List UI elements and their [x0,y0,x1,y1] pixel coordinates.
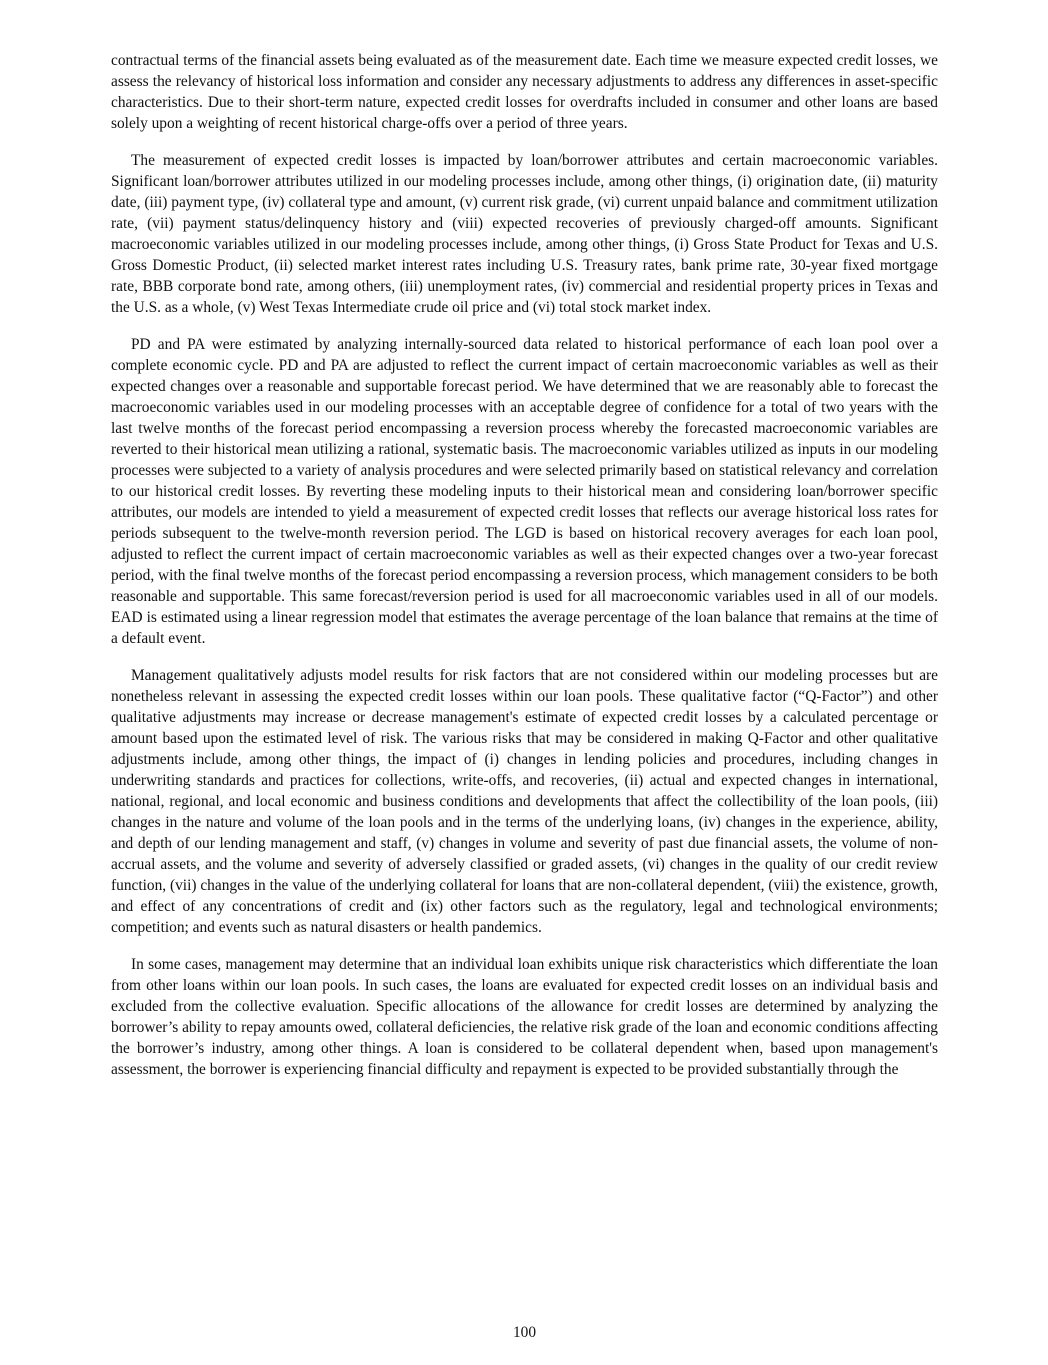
paragraph-measurement-attributes: The measurement of expected credit losses is impacted by loan/borrower attributes and certain macroeconomic variables. Significant loan/borrower attributes utilized in our modeling processes include, among other things, (i) origination date, (ii) maturity date, (iii) payment type, (iv) collateral type and amount, (v) current risk grade, (vi) current unpaid balance and commitment utilization rate, (vii) payment status/delinquency history and (viii) expected recoveries of previously charged-off amounts. Significant macroeconomic variables utilized in our modeling processes include, among other things, (i) Gross State Product for Texas and U.S. Gross Domestic Product, (ii) selected market interest rates including U.S. Treasury rates, bank prime rate, 30-year fixed mortgage rate, BBB corporate bond rate, among others, (iii) unemployment rates, (iv) commercial and residential property prices in Texas and the U.S. as a whole, (v) West Texas Intermediate crude oil price and (vi) total stock market index. [111,152,938,316]
document-page [111,0,938,1365]
paragraph-qualitative-adjustments: Management qualitatively adjusts model results for risk factors that are not considered within our modeling processes but are nonetheless relevant in assessing the expected credit losses within our loan pools. These qualitative factor (“Q-Factor”) and other qualitative adjustments may increase or decrease management's estimate of expected credit losses by a calculated percentage or amount based upon the estimated level of risk. The various risks that may be considered in making Q-Factor and other qualitative adjustments include, among other things, the impact of (i) changes in lending policies and procedures, including changes in underwriting standards and practices for collections, write-offs, and recoveries, (ii) actual and expected changes in international, national, regional, and local economic and business conditions and developments that affect the collectibility of the loan pools, (iii) changes in the nature and volume of the loan pools and in the terms of the underlying loans, (iv) changes in the experience, ability, and depth of our lending management and staff, (v) changes in volume and severity of past due financial assets, the volume of non-accrual assets, and the volume and severity of adversely classified or graded assets, (vi) changes in the quality of our credit review function, (vii) changes in the value of the underlying collateral for loans that are non-collateral dependent, (viii) the existence, growth, and effect of any concentrations of credit and (ix) other factors such as the regulatory, legal and technological environments; competition; and events such as natural disasters or health pandemics. [111,667,938,936]
page-number: 100 [512,1324,537,1341]
paragraph-pd-pa-estimation: PD and PA were estimated by analyzing internally-sourced data related to historical performance of each loan pool over a complete economic cycle. PD and PA are adjusted to reflect the current impact of certain macroeconomic variables as well as their expected changes over a reasonable and supportable forecast period. We have determined that we are reasonably able to forecast the macroeconomic variables used in our modeling processes with an acceptable degree of confidence for a total of two years with the last twelve months of the forecast period encompassing a reversion process whereby the forecasted macroeconomic variables are reverted to their historical mean utilizing a rational, systematic basis. The macroeconomic variables utilized as inputs in our modeling processes were subjected to a variety of analysis procedures and were selected primarily based on statistical relevancy and correlation to our historical credit losses. By reverting these modeling inputs to their historical mean and considering loan/borrower specific attributes, our models are intended to yield a measurement of expected credit losses that reflects our average historical loss rates for periods subsequent to the twelve-month reversion period. The LGD is based on historical recovery averages for each loan pool, adjusted to reflect the current impact of certain macroeconomic variables as well as their expected changes over a two-year forecast period, with the final twelve months of the forecast period encompassing a reversion process, which management considers to be both reasonable and supportable. This same forecast/reversion period is used for all macroeconomic variables used in all of our models. EAD is estimated using a linear regression model that estimates the average percentage of the loan balance that remains at the time of a default event. [111,336,938,647]
paragraph-individual-evaluation: In some cases, management may determine that an individual loan exhibits unique risk characteristics which differentiate the loan from other loans within our loan pools. In such cases, the loans are evaluated for expected credit losses on an individual basis and excluded from the collective evaluation. Specific allocations of the allowance for credit losses are determined by analyzing the borrower’s ability to repay amounts owed, collateral deficiencies, the relative risk grade of the loan and economic conditions affecting the borrower’s industry, among other things. A loan is considered to be collateral dependent when, based upon management's assessment, the borrower is experiencing financial difficulty and repayment is expected to be provided substantially through the [111,956,938,1078]
paragraph-continuation: contractual terms of the financial assets being evaluated as of the measurement date. Each time we measure expected credit losses, we assess the relevancy of historical loss information and consider any necessary adjustments to address any differences in asset-specific characteristics. Due to their short-term nature, expected credit losses for overdrafts included in consumer and other loans are based solely upon a weighting of recent historical charge-offs over a period of three years. [111,52,938,132]
body-text [111,50,938,1096]
